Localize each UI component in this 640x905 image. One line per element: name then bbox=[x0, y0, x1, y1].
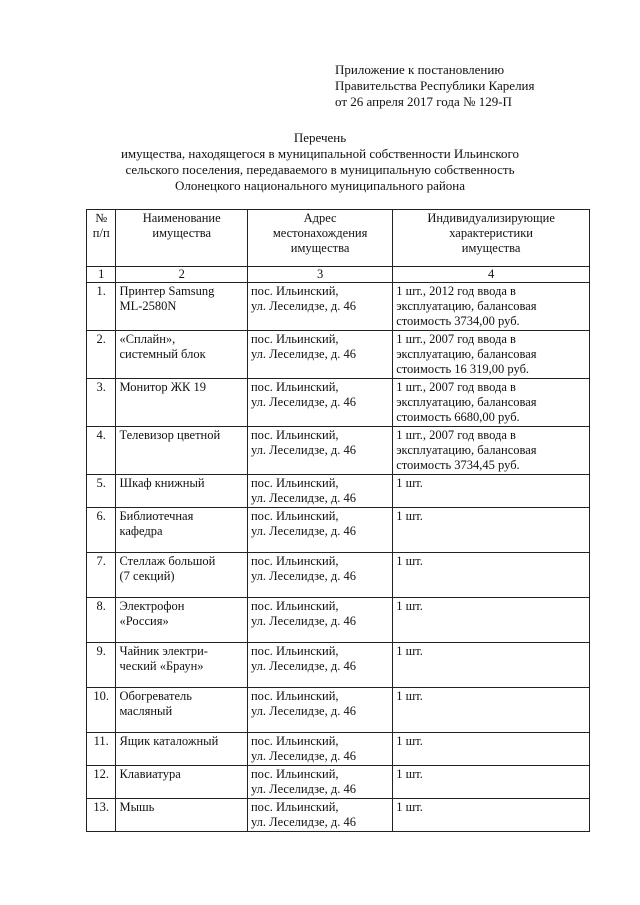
title-line-2: имущества, находящегося в муниципальной собственности Ильинского bbox=[120, 146, 520, 161]
cell-name-line: ческий «Браун» bbox=[119, 659, 204, 673]
column-number: 4 bbox=[393, 267, 590, 283]
cell-num: 11. bbox=[87, 733, 116, 766]
cell-characteristics-line: эксплуатацию, балансовая bbox=[396, 443, 537, 457]
table-row bbox=[87, 427, 590, 475]
cell-address-line: пос. Ильинский, bbox=[250, 380, 339, 394]
cell-name-line: Чайник электри- bbox=[119, 644, 208, 658]
cell-name-line: «Россия» bbox=[119, 614, 169, 628]
cell-name bbox=[116, 766, 248, 799]
cell-num: 12. bbox=[87, 766, 116, 799]
cell-num: 7. bbox=[87, 553, 116, 598]
header-name bbox=[116, 210, 248, 267]
cell-characteristics bbox=[393, 331, 590, 379]
cell-name bbox=[116, 553, 248, 598]
cell-characteristics-line: 1 шт. bbox=[396, 734, 423, 748]
cell-name-line: ML-2580N bbox=[119, 299, 177, 313]
cell-address-line: пос. Ильинский, bbox=[250, 599, 339, 613]
cell-address-line: пос. Ильинский, bbox=[250, 689, 339, 703]
cell-characteristics-line: 1 шт., 2007 год ввода в bbox=[396, 332, 516, 346]
cell-characteristics bbox=[393, 766, 590, 799]
cell-address-line: ул. Леселидзе, д. 46 bbox=[250, 299, 356, 313]
header-chars-line: характеристики bbox=[449, 226, 533, 240]
table-row bbox=[87, 688, 590, 733]
cell-characteristics bbox=[393, 799, 590, 832]
cell-characteristics-line: эксплуатацию, балансовая bbox=[396, 299, 537, 313]
cell-address-line: пос. Ильинский, bbox=[250, 554, 339, 568]
cell-characteristics-line: эксплуатацию, балансовая bbox=[396, 395, 537, 409]
cell-address bbox=[247, 427, 392, 475]
cell-name bbox=[116, 379, 248, 427]
cell-name bbox=[116, 643, 248, 688]
cell-name-line: Мышь bbox=[119, 800, 155, 814]
table-header-row bbox=[87, 210, 590, 267]
cell-name bbox=[116, 688, 248, 733]
title-line-1: Перечень bbox=[293, 130, 347, 145]
appendix-note bbox=[335, 62, 625, 110]
header-num-line: № bbox=[95, 211, 108, 225]
cell-name bbox=[116, 475, 248, 508]
table-row bbox=[87, 379, 590, 427]
table-row bbox=[87, 799, 590, 832]
property-table bbox=[86, 209, 590, 832]
cell-address-line: ул. Леселидзе, д. 46 bbox=[250, 395, 356, 409]
cell-name bbox=[116, 427, 248, 475]
cell-characteristics-line: 1 шт. bbox=[396, 554, 423, 568]
table-row bbox=[87, 733, 590, 766]
cell-name-line: Монитор ЖК 19 bbox=[119, 380, 206, 394]
cell-characteristics-line: стоимость 3734,00 руб. bbox=[396, 314, 520, 328]
header-characteristics bbox=[393, 210, 590, 267]
header-address-line: имущества bbox=[290, 241, 350, 255]
table-body bbox=[87, 283, 590, 832]
appendix-line-2: Правительства Республики Карелия bbox=[335, 78, 535, 93]
document-title bbox=[70, 130, 570, 194]
cell-characteristics bbox=[393, 379, 590, 427]
header-address bbox=[247, 210, 392, 267]
cell-characteristics-line: 1 шт. bbox=[396, 767, 423, 781]
cell-name-line: Шкаф книжный bbox=[119, 476, 205, 490]
cell-characteristics bbox=[393, 598, 590, 643]
cell-name bbox=[116, 331, 248, 379]
table-row bbox=[87, 553, 590, 598]
cell-characteristics-line: стоимость 16 319,00 руб. bbox=[396, 362, 530, 376]
cell-name-line: Принтер Samsung bbox=[119, 284, 215, 298]
cell-name bbox=[116, 733, 248, 766]
appendix-line-1: Приложение к постановлению bbox=[335, 62, 505, 77]
cell-characteristics bbox=[393, 283, 590, 331]
cell-address bbox=[247, 508, 392, 553]
column-number: 3 bbox=[247, 267, 392, 283]
cell-address-line: ул. Леселидзе, д. 46 bbox=[250, 569, 356, 583]
cell-characteristics bbox=[393, 643, 590, 688]
cell-address-line: пос. Ильинский, bbox=[250, 800, 339, 814]
cell-characteristics-line: 1 шт., 2007 год ввода в bbox=[396, 380, 516, 394]
column-number-row bbox=[87, 267, 590, 283]
cell-name-line: масляный bbox=[119, 704, 173, 718]
cell-num: 8. bbox=[87, 598, 116, 643]
cell-characteristics bbox=[393, 508, 590, 553]
cell-address-line: пос. Ильинский, bbox=[250, 332, 339, 346]
cell-name bbox=[116, 598, 248, 643]
cell-num: 2. bbox=[87, 331, 116, 379]
cell-characteristics bbox=[393, 553, 590, 598]
cell-characteristics-line: 1 шт. bbox=[396, 689, 423, 703]
cell-address-line: ул. Леселидзе, д. 46 bbox=[250, 749, 356, 763]
cell-address bbox=[247, 331, 392, 379]
cell-name-line: Библиотечная bbox=[119, 509, 194, 523]
cell-address-line: ул. Леселидзе, д. 46 bbox=[250, 782, 356, 796]
cell-characteristics-line: стоимость 3734,45 руб. bbox=[396, 458, 520, 472]
cell-address bbox=[247, 799, 392, 832]
cell-num: 3. bbox=[87, 379, 116, 427]
table-row bbox=[87, 643, 590, 688]
cell-num: 5. bbox=[87, 475, 116, 508]
cell-address-line: ул. Леселидзе, д. 46 bbox=[250, 491, 356, 505]
cell-address bbox=[247, 766, 392, 799]
cell-address-line: пос. Ильинский, bbox=[250, 734, 339, 748]
table-row bbox=[87, 766, 590, 799]
cell-address bbox=[247, 598, 392, 643]
header-chars-line: имущества bbox=[461, 241, 521, 255]
table-row bbox=[87, 508, 590, 553]
cell-characteristics bbox=[393, 733, 590, 766]
header-num bbox=[87, 210, 116, 267]
cell-name-line: (7 секций) bbox=[119, 569, 175, 583]
cell-address-line: ул. Леселидзе, д. 46 bbox=[250, 614, 356, 628]
cell-name-line: системный блок bbox=[119, 347, 206, 361]
cell-num: 4. bbox=[87, 427, 116, 475]
appendix-line-3: от 26 апреля 2017 года № 129-П bbox=[335, 94, 512, 109]
cell-address-line: ул. Леселидзе, д. 46 bbox=[250, 347, 356, 361]
cell-address-line: ул. Леселидзе, д. 46 bbox=[250, 524, 356, 538]
cell-name-line: Электрофон bbox=[119, 599, 185, 613]
cell-num: 6. bbox=[87, 508, 116, 553]
cell-address-line: пос. Ильинский, bbox=[250, 284, 339, 298]
cell-characteristics-line: 1 шт. bbox=[396, 599, 423, 613]
table-row bbox=[87, 331, 590, 379]
table-row bbox=[87, 283, 590, 331]
cell-address-line: ул. Леселидзе, д. 46 bbox=[250, 815, 356, 829]
header-chars-line: Индивидуализирующие bbox=[427, 211, 555, 225]
cell-address bbox=[247, 283, 392, 331]
column-number: 1 bbox=[87, 267, 116, 283]
cell-address-line: пос. Ильинский, bbox=[250, 476, 339, 490]
cell-address-line: пос. Ильинский, bbox=[250, 644, 339, 658]
cell-name-line: Обогреватель bbox=[119, 689, 192, 703]
cell-num: 1. bbox=[87, 283, 116, 331]
cell-characteristics-line: 1 шт., 2012 год ввода в bbox=[396, 284, 516, 298]
cell-characteristics-line: 1 шт. bbox=[396, 509, 423, 523]
column-number: 2 bbox=[116, 267, 248, 283]
header-num-line: п/п bbox=[92, 226, 110, 240]
cell-num: 10. bbox=[87, 688, 116, 733]
cell-name-line: Телевизор цветной bbox=[119, 428, 221, 442]
cell-address bbox=[247, 688, 392, 733]
cell-name-line: Ящик каталожный bbox=[119, 734, 219, 748]
cell-name bbox=[116, 508, 248, 553]
title-line-4: Олонецкого национального муниципального района bbox=[174, 178, 466, 193]
cell-characteristics bbox=[393, 427, 590, 475]
cell-characteristics bbox=[393, 688, 590, 733]
cell-name-line: «Сплайн», bbox=[119, 332, 176, 346]
cell-address-line: пос. Ильинский, bbox=[250, 509, 339, 523]
cell-characteristics-line: 1 шт. bbox=[396, 476, 423, 490]
table-row bbox=[87, 475, 590, 508]
cell-characteristics-line: стоимость 6680,00 руб. bbox=[396, 410, 520, 424]
cell-name bbox=[116, 799, 248, 832]
cell-num: 13. bbox=[87, 799, 116, 832]
cell-name bbox=[116, 283, 248, 331]
cell-address bbox=[247, 643, 392, 688]
cell-address bbox=[247, 379, 392, 427]
cell-address-line: ул. Леселидзе, д. 46 bbox=[250, 704, 356, 718]
cell-name-line: кафедра bbox=[119, 524, 163, 538]
cell-address-line: ул. Леселидзе, д. 46 bbox=[250, 443, 356, 457]
table-row bbox=[87, 598, 590, 643]
cell-name-line: Клавиатура bbox=[119, 767, 181, 781]
cell-num: 9. bbox=[87, 643, 116, 688]
cell-address-line: ул. Леселидзе, д. 46 bbox=[250, 659, 356, 673]
cell-characteristics-line: 1 шт., 2007 год ввода в bbox=[396, 428, 516, 442]
cell-characteristics-line: эксплуатацию, балансовая bbox=[396, 347, 537, 361]
header-name-line: Наименование bbox=[142, 211, 221, 225]
cell-characteristics-line: 1 шт. bbox=[396, 644, 423, 658]
title-line-3: сельского поселения, передаваемого в муниципальную собственность bbox=[125, 162, 515, 177]
cell-address bbox=[247, 475, 392, 508]
header-address-line: местонахождения bbox=[272, 226, 368, 240]
header-name-line: имущества bbox=[152, 226, 212, 240]
cell-address bbox=[247, 733, 392, 766]
cell-name-line: Стеллаж большой bbox=[119, 554, 216, 568]
cell-characteristics bbox=[393, 475, 590, 508]
cell-characteristics-line: 1 шт. bbox=[396, 800, 423, 814]
cell-address-line: пос. Ильинский, bbox=[250, 767, 339, 781]
cell-address bbox=[247, 553, 392, 598]
cell-address-line: пос. Ильинский, bbox=[250, 428, 339, 442]
header-address-line: Адрес bbox=[303, 211, 337, 225]
